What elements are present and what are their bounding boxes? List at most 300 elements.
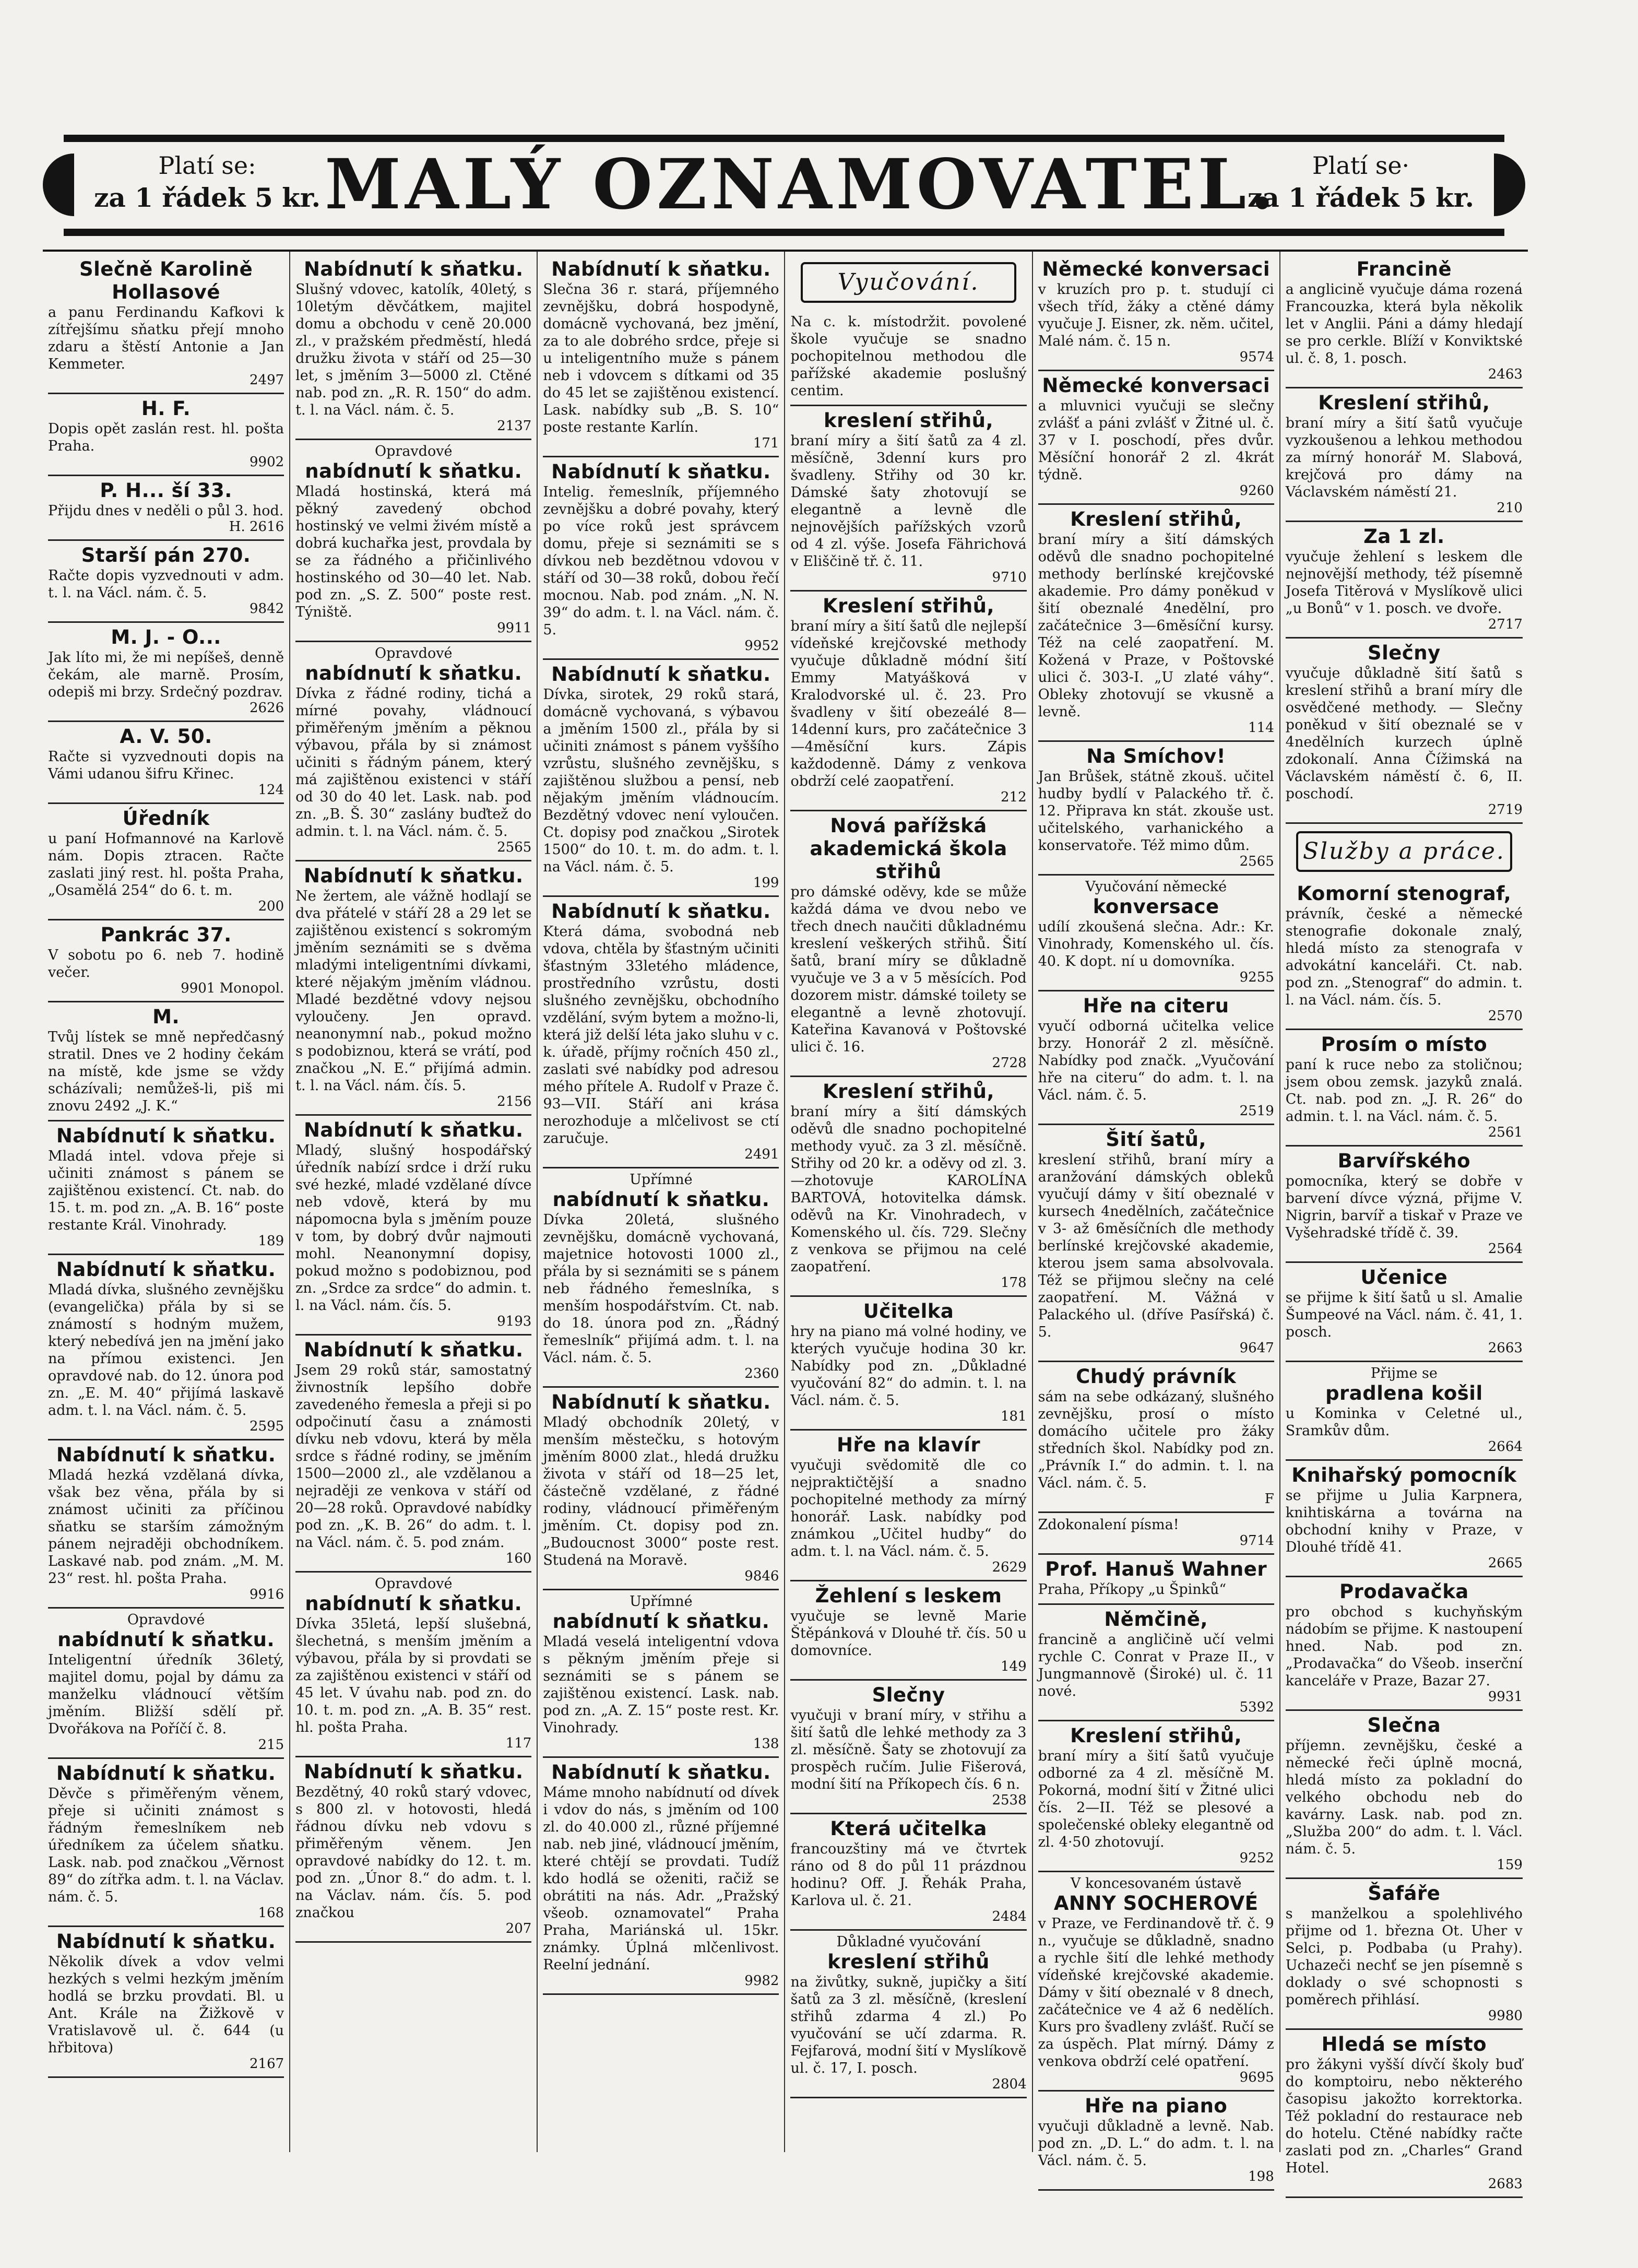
classified-ad xyxy=(1286,1362,1523,1461)
ad-heading: Nabídnutí k sňatku. xyxy=(551,258,771,280)
classified-ad xyxy=(1286,1030,1523,1147)
ad-heading: Hře na klavír xyxy=(836,1434,981,1456)
ad-body: vyučí odborná učitelka velice brzy. Honorář 2 zl. měsíčně. Nabídky pod značk. „Vyučování hře na citeru“ do adm. t. l. na Václ. nám. č. 5. xyxy=(1038,1018,1274,1103)
ad-heading: Francině xyxy=(1356,258,1452,280)
ad-heading: Učenice xyxy=(1360,1266,1448,1289)
ad-heading: Nabídnutí k sňatku. xyxy=(551,460,771,483)
ad-body: a panu Ferdinandu Kafkovi k zítřejšímu sňatku přejí mnoho zdaru a štěstí Antonie a Jan Kemmeter. xyxy=(48,304,284,372)
ad-number: 9916 xyxy=(249,1587,284,1602)
ad-body: Mladý obchodník 20letý, v menším městečku, s hotovým jměním 8000 zlat., hledá družku života v stáří od 18—25 let, částečně vzdělané, z řádné rodiny, vládnoucí přiměřeným jměním. Ct. dopisy pod zn. „Budoucnost 3000“ poste rest. Studená na Moravě. xyxy=(543,1414,779,1568)
ad-body: a mluvnici vyučuji se slečny zvlášť a páni zvlášť v Žitné ul. č. 37 v I. poschodí, přes dvůr. Měsíční honorář 2 zl. 4krát týdně. xyxy=(1038,398,1274,483)
ad-number: 181 xyxy=(1000,1409,1027,1424)
classified-ad xyxy=(48,1440,284,1609)
ad-heading: H. F. xyxy=(141,397,191,420)
ad-body: Ne žertem, ale vážně hodlají se dva přátelé v stáří 28 a 29 let se zajištěnou existencí s sokromým jměním seznámiti se s dvěma mladými inteligentními dívkami, které nějakým jměním vládnou. Mladé bezdětné vdovy nejsou vyloučeny. Jen opravd. neanonymní nab., pokud možno s podobiznou, která se vrátí, pod značkou „N. E.“ přijímá admin. t. l. na Václ. nám. čís. 5. xyxy=(295,888,532,1094)
ad-number: 2519 xyxy=(1239,1103,1274,1119)
ad-number: 2570 xyxy=(1488,1008,1523,1024)
ad-number: 5392 xyxy=(1239,1699,1274,1715)
classified-ad xyxy=(48,1002,284,1121)
ad-preheading: V koncesovaném ústavě xyxy=(1070,1875,1242,1892)
classified-ad xyxy=(1286,2030,1523,2198)
classified-ad xyxy=(1038,1362,1274,1513)
ad-preheading: Opravdové xyxy=(375,645,453,662)
ad-number: 2463 xyxy=(1488,367,1523,382)
ad-heading: Německé konversaci xyxy=(1042,258,1271,280)
ad-body: paní k ruce nebo za stoličnou; jsem obou zemsk. jazyků znalá. Ct. nab. pod zn. „J. R. 26“ do admin. t. l. na Václ. nám. č. 5. xyxy=(1285,1057,1523,1125)
ad-body: Mladá veselá inteligentní vdova s pěkným jměním přeje si seznámiti se s pánem se zajištěnou existencí. Lask. nab. pod zn. „A. Z. 15“ poste rest. Kr. Vinohrady. xyxy=(543,1634,779,1736)
classified-ad xyxy=(295,1573,531,1757)
ad-body: braní míry a šití dámských oděvů dle snadno pochopitelné methody berlínské krejčovské akademie. Pro dámy poněkud v šití obeznalé 4nedělní, pro začátečnice 3—6měsíční kursy. Též na celé zaopatření. M. Kožená v Praze, v Poštovské ulici č. 303-I. „U zlaté váhy“. Obleky zhotovují se vkusně a levně. xyxy=(1038,531,1274,720)
ad-heading: kreslení střihů, xyxy=(824,409,994,432)
classified-ad xyxy=(48,623,284,722)
ad-body: vyučuji důkladně a levně. Nab. pod zn. „D. L.“ do adm. t. l. na Václ. nám. č. 5. xyxy=(1038,2118,1274,2169)
ad-body: Děvče s přiměřeným věnem, přeje si učiniti známost s řádným řemeslníkem neb úředníkem za účelem sňatku. Lask. nab. pod značkou „Věrnost 89“ do zítřka adm. t. l. na Václav. nám. č. 5. xyxy=(48,1786,284,1905)
ad-number: 9260 xyxy=(1239,483,1274,499)
ad-body: udílí zkoušená slečna. Adr.: Kr. Vinohrady, Komenského ul. čís. 40. K dopt. ní u domovníka. xyxy=(1038,919,1274,970)
ad-body: braní míry a šití šatů vyučuje odborné za 4 zl. měsíčně M. Pokorná, modní šití v Žitné ulici čís. 2—II. Též se plesové a společenské obleky elegantně od zl. 4·50 zhotovují. xyxy=(1038,1748,1274,1850)
ad-number: 2595 xyxy=(249,1419,284,1434)
ad-number: 2538 xyxy=(992,1792,1027,1808)
classified-ad xyxy=(48,1609,284,1759)
ad-body: Mladá hezká vzdělaná dívka, však bez věna, přála by si známost učiniti za příčinou sňatku se starším zámožným pánem nejraději obchodníkem. Laskavé nab. pod znám. „M. M. 23“ rest. hl. pošta Praha. xyxy=(48,1467,284,1587)
ad-number: 9846 xyxy=(744,1568,779,1584)
ad-heading: A. V. 50. xyxy=(120,725,212,748)
price-note-right-bottom: za 1 řádek 5 kr. xyxy=(1248,182,1474,213)
ad-number: 2156 xyxy=(497,1094,532,1109)
classified-ad xyxy=(48,1255,284,1440)
ad-body: vyučuji svědomitě dle co nejpraktičtější a snadno pochopitelné methody za mírný honorář. Lask. nabídky pod známkou „Učitel hudby“ do adm. t. l. na Václ. nám. č. 5. xyxy=(790,1457,1027,1560)
ad-heading: Nabídnutí k sňatku. xyxy=(303,1119,524,1141)
ad-number: 9647 xyxy=(1239,1340,1274,1356)
ad-heading: Kreslení střihů, xyxy=(822,1080,995,1103)
price-note-left xyxy=(85,149,330,214)
ad-heading: Šafáře xyxy=(1368,1882,1441,1905)
ad-heading: Nabídnutí k sňatku. xyxy=(551,1761,771,1783)
ad-heading: Která učitelka xyxy=(830,1817,987,1840)
ad-number: 2665 xyxy=(1488,1555,1523,1571)
classified-ad xyxy=(48,804,284,920)
classified-ad xyxy=(1286,639,1523,824)
ad-body: Intelig. řemeslník, příjemného zevnějšku a dobré povahy, který po více roků jest správcem domu, přeje si seznámiti se s dívkou neb bezdětnou vdovou v stáří od 30—38 roků, dobou řečí mocnou. Nab. pod znám. „N. N. 39“ do adm. t. l. na Václ. nám. č. 5. xyxy=(543,484,779,638)
ad-body: francouzštiny má ve čtvrtek ráno od 8 do půl 11 prázdnou hodinu? Off. J. Řehák Praha, Karlova ul. č. 21. xyxy=(790,1841,1027,1909)
classified-ad xyxy=(790,310,1026,406)
classified-ad xyxy=(543,1168,779,1388)
ad-number: 207 xyxy=(505,1921,532,1936)
ad-heading: Nabídnutí k sňatku. xyxy=(551,1391,771,1413)
ad-number: 2564 xyxy=(1488,1241,1523,1257)
ad-number: 159 xyxy=(1497,1857,1523,1873)
ad-preheading: Přijme se xyxy=(1370,1365,1438,1381)
ad-preheading: Opravdové xyxy=(375,443,453,459)
ad-heading: Chudý právník xyxy=(1076,1365,1237,1388)
ad-column-2 xyxy=(290,252,538,2152)
ad-body: Praha, Příkopy „u Špinků“ xyxy=(1038,1581,1227,1598)
ad-number: 2629 xyxy=(992,1560,1027,1575)
ad-body: Mladá hostinská, která má pěkný zavedený obchod hostinský ve velmi živém místě a dobrá kuchařka jest, provdala by se za řádného a přičinlivého hostinského od 30—40 let. Nab. pod zn. „S. Z. 500“ poste rest. Týniště. xyxy=(295,483,532,620)
masthead-right-ornament xyxy=(1494,153,1525,216)
classified-ad xyxy=(48,1121,284,1255)
ad-number: 215 xyxy=(258,1737,284,1753)
classified-ad xyxy=(1038,1605,1274,1721)
classified-ad xyxy=(295,440,531,642)
ad-number: 210 xyxy=(1497,500,1523,516)
classified-ad xyxy=(790,592,1026,811)
ad-heading: Nabídnutí k sňatku. xyxy=(56,1125,276,1147)
ad-heading: P. H... ší 33. xyxy=(100,479,232,502)
classified-ad xyxy=(1038,1125,1274,1362)
ad-number: 178 xyxy=(1000,1275,1027,1291)
ad-body: V sobotu po 6. neb 7. hodině večer. xyxy=(48,947,284,981)
ad-heading: nabídnutí k sňatku. xyxy=(552,1188,770,1211)
ad-column-4 xyxy=(785,252,1032,2152)
classified-ad xyxy=(790,1297,1026,1431)
classified-ad xyxy=(1038,991,1274,1125)
ad-heading: nabídnutí k sňatku. xyxy=(305,460,523,482)
ad-heading: kreslení střihů xyxy=(827,1951,990,1973)
ad-number: 9193 xyxy=(497,1314,532,1329)
ad-body: Jan Brůšek, státně zkouš. učitel hudby bydlí v Palackého tř. č. 12. Připrava kn stát. zkouše ust. učitelského, varhanického a konservatoře. Též mimo dům. xyxy=(1038,769,1274,854)
ad-column-5 xyxy=(1033,252,1280,2184)
ad-preheading: Upřímné xyxy=(630,1593,693,1610)
classified-ad xyxy=(1286,879,1523,1030)
classified-ad xyxy=(790,1814,1026,1931)
ad-body: pomocníka, který se dobře v barvení dívce význá, přijme V. Nigrin, barvíř a tiskař v Praze ve Vyšehradské třídě č. 39. xyxy=(1285,1173,1523,1241)
ad-heading: M. xyxy=(152,1006,180,1028)
classified-ad xyxy=(1286,388,1523,522)
ad-column-3 xyxy=(538,252,785,2152)
ad-heading: pradlena košil xyxy=(1325,1382,1483,1404)
ad-number: 200 xyxy=(258,899,284,914)
ad-number: 2719 xyxy=(1488,802,1523,818)
classified-ad xyxy=(790,1931,1026,2098)
ad-number: 2683 xyxy=(1488,2176,1523,2192)
ad-number: 9842 xyxy=(249,601,284,617)
ad-heading: Prosím o místo xyxy=(1321,1033,1488,1056)
classified-ad xyxy=(295,861,531,1116)
classified-ad xyxy=(790,1431,1026,1581)
masthead xyxy=(43,131,1525,240)
classified-ad xyxy=(1038,876,1274,991)
price-note-left-top: Platí se: xyxy=(158,151,256,180)
ad-body: francině a angličině učí velmi rychle C. Conrat v Praze II., v Jungmannově (Široké) ul. č. 11 nové. xyxy=(1038,1632,1274,1699)
classified-ad xyxy=(1038,1872,1274,2092)
ad-heading: Slečna xyxy=(1367,1714,1441,1737)
ad-heading: Slečny xyxy=(872,1684,945,1706)
classified-ad xyxy=(1038,2092,1274,2191)
ad-number: 2804 xyxy=(992,2076,1027,2092)
classified-ad xyxy=(295,642,531,861)
ad-heading: Nová pařížská akademická škola střihů xyxy=(810,814,1007,883)
ad-body: s manželkou a spolehlivého přijme od 1. března Ot. Uher v Selci, p. Podbaba (u Prahy). Uchazeči nechť se jen písemně s doklady o své schopnosti s poměrech přihlásí. xyxy=(1285,1906,1523,2008)
section-header: Služby a práce. xyxy=(1296,831,1512,872)
ad-heading: Nabídnutí k sňatku. xyxy=(303,1761,524,1783)
ad-preheading: Opravdové xyxy=(375,1576,453,1592)
ad-number: 2565 xyxy=(497,840,532,855)
classified-ad xyxy=(1286,255,1523,388)
classified-ad xyxy=(295,255,531,440)
ad-heading: Nabídnutí k sňatku. xyxy=(551,663,771,686)
ad-heading: Barvířského xyxy=(1337,1150,1471,1172)
ad-body: vyučuje důkladně šití šatů s kreslení střihů a braní míry dle osvědčené methody. — Slečny poněkud v šití obeznalé se v 4nedělních kurzech úplně zdokonalí. Anna Čížimská na Václavském náměstí č. 6, II. poschodí. xyxy=(1285,665,1523,802)
ad-heading: nabídnutí k sňatku. xyxy=(305,1592,523,1615)
ad-heading: Kreslení střihů, xyxy=(1318,392,1490,414)
ad-body: se přijme u Julia Karpnera, knihtiskárna a továrna na obchodní knihy v Praze, v Dlouhé třídě 41. xyxy=(1285,1487,1523,1555)
classified-ad xyxy=(1286,1879,1523,2030)
ad-number: 2717 xyxy=(1488,617,1523,632)
ad-heading: Prof. Hanuš Wahner xyxy=(1045,1558,1267,1580)
ad-number: 138 xyxy=(753,1736,779,1752)
ad-body: Dopis opět zaslán rest. hl. pošta Praha. xyxy=(48,421,284,454)
ad-number: 160 xyxy=(505,1551,532,1566)
ad-body: Tvůj lístek se mně nepředčasný stratil. Dnes ve 2 hodiny čekám na místě, kde jsme se vždy scházívali; nemůžeš-li, piš mi znovu 2492 „J. K.“ xyxy=(48,1029,284,1114)
ad-number: 2491 xyxy=(744,1147,779,1162)
ad-heading: nabídnutí k sňatku. xyxy=(552,1610,770,1633)
ad-heading: Nabídnutí k sňatku. xyxy=(551,900,771,923)
classified-ad xyxy=(1286,1711,1523,1879)
ad-number: 2728 xyxy=(992,1055,1027,1071)
ad-body: braní míry a šití šatů vyučuje vyzkoušenou a lehkou methodou za mírný honorář M. Slabová, krejčová pro dámy na Václavském náměstí 21. xyxy=(1285,415,1523,500)
ad-heading: ANNY SOCHEROVÉ xyxy=(1053,1892,1259,1915)
ad-body: Dívka 20letá, slušného zevnějšku, domácně vychovaná, majetnice hotovosti 1000 zl., přála by si seznámiti se s pánem neb řádného řemeslníka, s menším hospodářstvím. Ct. nab. do 18. února pod zn. „Řádný řemeslník“ přijímá adm. t. l. na Václ. nám. č. 5. xyxy=(543,1212,779,1366)
ad-preheading: Důkladné vyučování xyxy=(836,1934,981,1950)
ad-heading: Kreslení střihů, xyxy=(822,595,995,617)
ad-heading: Učitelka xyxy=(863,1300,954,1322)
ad-heading: Slečně Karolině Hollasové xyxy=(79,258,253,303)
ad-number: 114 xyxy=(1248,720,1274,736)
classified-ad xyxy=(790,406,1026,592)
ad-number: 9982 xyxy=(744,1973,779,1989)
classified-ad xyxy=(543,1758,779,1995)
classified-ad xyxy=(48,541,284,623)
ad-body: Máme mnoho nabídnutí od dívek i vdov do nás, s jměním od 100 zl. do 40.000 zl., různé příjemné nab. neb jiné, vládnoucí jměním, které chtějí se provdati. Tudíž kdo hodlá se oženiti, račiž se obrátiti na nás. Adr. „Pražský všeob. oznamovatel“ Praha Praha, Mariánská ul. 15kr. známky. Úplná mlčenlivost. Reelní jednání. xyxy=(543,1785,779,1973)
classified-ad xyxy=(1286,522,1523,639)
ad-body: Slušný vdovec, katolík, 40letý, s 10letým děvčátkem, majitel domu a obchodu v ceně 20.000 zl., v pražském předměstí, hledá družku života v stáří od 25—30 let, s jměním 3—5000 zl. Ctěné nab. pod zn. „R. R. 150“ do adm. t. l. na Václ. nám. č. 5. xyxy=(295,281,532,418)
classified-ad xyxy=(48,476,284,541)
ad-heading: Kreslení střihů, xyxy=(1070,1724,1242,1747)
classified-ad xyxy=(543,255,779,457)
ad-body: Mladý, slušný hospodářský úředník nabízí srdce i drží ruku své hezké, mladé vzdělané dívce neb vdově, která by mu nápomocna byla s jměním pouze v tom, by dobrý dvůr najmouti mohl. Neanonymní dopisy, pokud možno s podobiznou, pod zn. „Srdce za srdce“ do admin. t. l. na Václ. nám. čís. 5. xyxy=(295,1142,532,1314)
ad-number: 2663 xyxy=(1488,1340,1523,1356)
classified-ad xyxy=(790,811,1026,1077)
ad-body: vyučuji v braní míry, v střihu a šití šatů dle lehké methody za 3 zl. měsíčně. Šaty se zhotovují za prospěch ručím. Julie Fišerová, modní šití na Příkopech čís. 6 n. xyxy=(790,1707,1027,1792)
ad-number: 2561 xyxy=(1488,1125,1523,1140)
price-note-right xyxy=(1238,149,1483,214)
classified-ad xyxy=(1038,255,1274,371)
ad-body: Jsem 29 roků stár, samostatný živnostník lepšího dobře zavedeného řemesla a přeji si po odpočinutí času a známosti dívku neb vdovu, která by měla srdce s řádné rodiny, se jměním 1500—2000 zl., ale vzdělanou a nejraději ze venkova v stáří od 20—28 roků. Opravdové nabídky pod zn. „K. B. 26“ do adm. t. l. na Václ. nám. č. 5. pod znám. xyxy=(295,1362,532,1551)
classified-ad xyxy=(543,457,779,660)
price-note-left-bottom: za 1 řádek 5 kr. xyxy=(94,182,321,213)
ad-number: 9902 xyxy=(249,454,284,470)
ad-body: Inteligentní úředník 36letý, majitel domu, pojal by dámu za manželku vládnoucí větším jměním. Bližší sdělí př. Dvořákova na Poříčí č. 8. xyxy=(48,1652,284,1737)
ad-body: Mladá dívka, slušného zevnějšku (evangelička) přála by si se známostí s hodným mužem, který nebedívá jen na jmění jako na přímou existenci. Jen opravdové nab. do 12. února pod zn. „E. M. 40“ přijímá laskavě adm. t. l. na Václ. nám. č. 5. xyxy=(48,1282,284,1419)
ad-body: na živůtky, sukně, jupičky a šití šatů za 3 zl. měsíčně, (kreslení střihů zdarma 4 zl.) Po vyučování se učí zdarma. R. Fejfarová, modní šití v Myslíkově ul. č. 17, I. posch. xyxy=(790,1974,1027,2076)
ad-number: 199 xyxy=(753,875,779,891)
classified-ad xyxy=(295,1757,531,1943)
ad-body: a anglicině vyučuje dáma rozená Francouzka, která byla několik let v Anglii. Páni a dámy hledají se pro cerkle. Blíží v Konviktské ul. č. 8, 1. posch. xyxy=(1285,281,1523,367)
ad-body: Mladá intel. vdova přeje si učiniti známost s pánem se zajištěnou existencí. Ct. nab. do 15. t. m. pod zn. „A. B. 16“ poste restante Král. Vinohrady. xyxy=(48,1148,284,1233)
ad-number: 2664 xyxy=(1488,1439,1523,1455)
ad-heading: Žehlení s leskem xyxy=(815,1585,1002,1607)
classified-ad xyxy=(48,1759,284,1927)
ad-body: Několik dívek a vdov velmi hezkých s velmi hezkým jměním hodlá se brzku provdati. Bl. u Ant. Krále na Žižkově v Vratislavově ul. č. 644 (u hřbitova) xyxy=(48,1954,284,2056)
ad-heading: Slečny xyxy=(1367,642,1441,664)
ad-body: Zdokonalení písma! xyxy=(1038,1517,1179,1533)
section-header: Vyučování. xyxy=(801,262,1016,303)
classified-ad xyxy=(1286,1577,1523,1711)
classified-ad xyxy=(1286,1461,1523,1577)
classified-ad xyxy=(1038,1555,1274,1605)
ad-number: 9574 xyxy=(1239,349,1274,365)
ad-heading: Nabídnutí k sňatku. xyxy=(56,1930,276,1953)
ad-body: Bezdětný, 40 roků starý vdovec, s 800 zl. v hotovosti, hledá řádnou dívku neb vdovu s přiměřeným věnem. Jen opravdové nabídky do 12. t. m. pod zn. „Únor 8.“ do adm. t. l. na Václav. nám. čís. 5. pod značkou xyxy=(295,1784,532,1921)
ad-heading: Šití šatů, xyxy=(1106,1128,1207,1151)
ad-number: 168 xyxy=(258,1905,284,1921)
classified-ad xyxy=(1286,1263,1523,1362)
ad-body: hry na piano má volné hodiny, ve kterých vyučuje hodina 30 kr. Nabídky pod zn. „Důkladné vyučování 82“ do admin. t. l. na Václ. nám. č. 5. xyxy=(790,1324,1027,1409)
ad-number: F xyxy=(1264,1491,1274,1507)
classified-ad xyxy=(48,920,284,1002)
classified-ad xyxy=(543,660,779,897)
ad-body: Jak líto mi, že mi nepíšeš, denně čekám, ale marně. Prosím, odepiš mi brzy. Srdečný pozdrav. xyxy=(48,649,284,700)
ad-heading: Úředník xyxy=(122,807,210,830)
ad-heading: Hledá se místo xyxy=(1321,2033,1487,2056)
ad-number: 9710 xyxy=(992,570,1027,585)
ad-body: právník, české a německé stenografie dokonale znalý, hledá místo za stenografa v advokátní kanceláři. Ct. nab. pod zn. „Stenograf“ do admin. t. l. na Václ. nám. čís. 5. xyxy=(1285,906,1523,1008)
ad-heading: konversace xyxy=(1093,895,1219,918)
ad-heading: Kreslení střihů, xyxy=(1070,508,1242,530)
ad-heading: Na Smíchov! xyxy=(1086,745,1226,767)
ad-number: 117 xyxy=(505,1735,532,1751)
ad-body: kreslení střihů, braní míry a aranžování dámských obleků vyučují dámy v šití obeznalé v kursech 4nedělních, začátečnice v 3- až 6měsíčních dle methody berlínské krejčovské akademie, kterou jsem sama absolvovala. Též se přijmou slečny na celé zaopatření. M. Vážná v Palackého ul. (dříve Pasířská) č. 5. xyxy=(1038,1152,1274,1340)
ad-heading: M. J. - O... xyxy=(111,626,221,648)
ad-number: 124 xyxy=(258,782,284,798)
ad-heading: Německé konversaci xyxy=(1042,374,1271,397)
ad-number: 2360 xyxy=(744,1366,779,1381)
ad-number: 9952 xyxy=(744,638,779,654)
ad-body: se přijme k šití šatů u sl. Amalie Šumpeové na Václ. nám. č. 41, 1. posch. xyxy=(1285,1290,1523,1340)
ad-number: 198 xyxy=(1248,2169,1274,2184)
classified-ad xyxy=(295,1116,531,1336)
ad-body: Račte dopis vyzvednouti v adm. t. l. na Václ. nám. č. 5. xyxy=(48,568,284,601)
ad-heading: Nabídnutí k sňatku. xyxy=(56,1444,276,1466)
ad-number: 9901 Monopol. xyxy=(181,981,284,996)
ad-heading: Nabídnutí k sňatku. xyxy=(56,1258,276,1281)
ad-preheading: Vyučování německé xyxy=(1085,879,1227,895)
ad-heading: Hře na citeru xyxy=(1083,995,1229,1017)
ad-body: Dívka z řádné rodiny, tichá a mírné povahy, vládnoucí přiměřeným jměním a pěknou výbavou, přála by si známost učiniti s řádným pánem, který má zajištěnou existenci v stáří od 30 do 40 let. Lask. nab. pod zn. „B. Š. 30“ zaslány buďtež do admin. t. l. na Václ. nám. č. 5. xyxy=(295,686,532,840)
classified-ad xyxy=(1038,505,1274,742)
classified-ad xyxy=(1038,742,1274,876)
classified-ad xyxy=(1038,1513,1274,1555)
ad-body: příjemn. zevnějšku, české a německé řeči úplně mocná, hledá místo za pokladní do velkého obchodu neb do kavárny. Lask. nab. pod zn. „Služba 200“ do adm. t. l. Václ. nám. č. 5. xyxy=(1285,1738,1523,1857)
ad-heading: Nabídnutí k sňatku. xyxy=(56,1762,276,1785)
ad-number: 171 xyxy=(753,435,779,451)
classified-ad xyxy=(1038,1721,1274,1872)
ad-body: v kruzích pro p. t. studují ci všech tříd, žáky a ctěné dámy vyučuje J. Eisner, zk. něm. učitel, Malé nám. č. 15 n. xyxy=(1038,281,1274,349)
ad-heading: nabídnutí k sňatku. xyxy=(57,1628,275,1651)
classified-ad xyxy=(543,1590,779,1758)
masthead-left-ornament xyxy=(43,153,74,216)
ad-body: vyučuje žehlení s leskem dle nejnovější methody, též písemně Josefa Titěrová v Myslíkově ulici „u Bonů“ v 1. posch. ve dvoře. xyxy=(1285,549,1523,617)
page-title: MALÝ OZNAMOVATEL. xyxy=(325,144,1279,225)
ad-number: 2484 xyxy=(992,1909,1027,1924)
ad-body: pro žákyni vyšší dívčí školy buď do komptoiru, nebo některého časopisu jakožto korrektorka. Též pokladní do restaurace neb do hotelu. Ctěné nabídky račte zaslati pod zn. „Charles“ Grand Hotel. xyxy=(1285,2057,1523,2176)
ad-heading: Prodavačka xyxy=(1339,1580,1469,1603)
classified-ad xyxy=(543,897,779,1168)
classified-ad xyxy=(1038,371,1274,505)
ad-body: vyučuje se levně Marie Štěpánková v Dlouhé tř. čís. 50 u domovníce. xyxy=(790,1608,1027,1659)
ad-heading: Hře na piano xyxy=(1085,2095,1228,2117)
ad-heading: Nabídnutí k sňatku. xyxy=(303,258,524,280)
ad-body: braní míry a šití dámských oděvů dle snadno pochopitelné methody vyuč. za 3 zl. měsíčně. Střihy od 20 kr. a oděvy od zl. 3.—zhotovuje KAROLÍNA BARTOVÁ, hotovitelka dámsk. oděvů na Kr. Vinohradech, v Komenského ul. čís. 729. Slečny z venkova se přijmou na celé zaopatření. xyxy=(790,1104,1027,1275)
ad-heading: Komorní stenograf, xyxy=(1297,882,1512,905)
ad-number: 212 xyxy=(1000,789,1027,805)
ad-body: Slečna 36 r. stará, příjemného zevnějšku, dobrá hospodyně, domácně vychovaná, bez jmění, za to ale dobrého srdce, přeje si u inteligentního muže s pánem neb i vdovcem s dítkami od 35 do 45 let se zajištěnou existencí. Lask. nabídky sub „B. S. 10“ poste restante Karlín. xyxy=(543,281,779,435)
ad-column-6 xyxy=(1280,252,1528,2192)
ad-body: u Kominka v Celetné ul., Sramkův dům. xyxy=(1285,1405,1523,1439)
ad-number: 9255 xyxy=(1239,970,1274,985)
ad-body: sám na sebe odkázaný, slušného zevnějšku, prosí o místo domácího učitele pro žáky středních škol. Nabídky pod zn. „Právník I.“ do admin. t. l. na Václ. nám. č. 5. xyxy=(1038,1389,1274,1491)
ad-body: braní míry a šití šatů dle nejlepší vídeňské krejčovské methody vyučuje důkladně módní šití Emmy Matyášková v Kralodvorské ul. č. 23. Pro švadleny v šití obezeálé 8—14denní kurs, pro začátečnice 3—4měsíční kurs. Zápis každodenně. Dámy z venkova obdrží celé zaopatření. xyxy=(790,618,1027,789)
ad-heading: Nabídnutí k sňatku. xyxy=(303,865,524,887)
price-note-right-top: Platí se· xyxy=(1312,151,1410,180)
ad-body: pro dámské oděvy, kde se může každá dáma ve dvou nebo ve třech dnech naučiti důkladnému kreslení veškerých střihů. Šití šatů, braní míry se důkladně vyučuje ve 3 a v 5 měsících. Pod dozorem mistr. dámské toilety se elegantně a levně zhotovují. Kateřina Kavanová v Poštovské ulici č. 16. xyxy=(790,884,1027,1055)
ad-number: 2626 xyxy=(249,700,284,716)
ad-number: 9911 xyxy=(497,620,532,636)
ad-preheading: Opravdové xyxy=(127,1612,205,1628)
ad-heading: Knihařský pomocník xyxy=(1291,1464,1517,1486)
classified-ad xyxy=(48,394,284,476)
ad-body: Dívka, sirotek, 29 roků stará, domácně vychovaná, s výbavou a jměním 1500 zl., přála by si učiniti známost s pánem vyššího vzrůstu, slušného zevnějšku, s zajištěnou službou a pensí, neb nějakým jměním vládnoucím. Bezdětný vdovec není vyloučen. Ct. dopisy pod značkou „Sirotek 1500“ do 10. t. m. do adm. t. l. na Václ. nám. č. 5. xyxy=(543,687,779,875)
classified-ad xyxy=(295,1336,531,1573)
classified-ad xyxy=(48,255,284,394)
ad-number: 9252 xyxy=(1239,1850,1274,1866)
ad-number: 9980 xyxy=(1488,2008,1523,2024)
ad-body: Na c. k. místodržit. povolené škole vyučuje se snadno pochopitelnou methodou dle pařížské akademie poslušný centim. xyxy=(790,314,1027,399)
ad-heading: Pankrác 37. xyxy=(100,924,232,946)
ad-body: u paní Hofmannové na Karlově nám. Dopis ztracen. Račte zaslati jiný rest. hl. pošta Praha, „Osamělá 254“ do 6. t. m. xyxy=(48,831,284,899)
ad-number: 2167 xyxy=(249,2056,284,2072)
ad-column-1 xyxy=(43,252,290,2152)
classified-ad xyxy=(790,1581,1026,1681)
ad-body: braní míry a šití šatů za 4 zl. měsíčně, 3denní kurs pro švadleny. Střihy od 30 kr. Dámské šaty zhotovují se elegantně a levně dle nejnovějších pařížských vzorů od 4 zl. výše. Josefa Fährichová v Eliščině tř. č. 11. xyxy=(790,433,1027,570)
ad-heading: nabídnutí k sňatku. xyxy=(305,662,523,684)
ad-body: Přijdu dnes v neděli o půl 3. hod. xyxy=(48,503,284,519)
ad-preheading: Upřímné xyxy=(630,1172,693,1188)
ad-heading: Za 1 zl. xyxy=(1363,525,1445,548)
ad-heading: Starší pán 270. xyxy=(81,544,251,566)
ad-body: Dívka 35letá, lepší slušebná, šlechetná, s menším jměním a výbavou, přála by si provdati se za zajištěnou existenci v stáří od 45 let. V úvahu nab. pod zn. do 10. t. m. pod zn. „A. B. 35“ rest. hl. pošta Praha. xyxy=(295,1616,532,1735)
ad-number: 9714 xyxy=(1239,1533,1274,1549)
ad-number: H. 2616 xyxy=(229,519,284,535)
classified-ad xyxy=(48,1927,284,2078)
classified-ad xyxy=(790,1681,1026,1814)
classified-ad xyxy=(790,1077,1026,1297)
ad-body: Která dáma, svobodná neb vdova, chtěla by šťastným učiniti šťastným 33letého mládence, prostředního vzrůstu, dosti slušného zevnějšku, obchodního vzdělání, svým bytem a možno-li, která již delší léta jako sluhu v c. k. úřadě, příjmy ročních 450 zl., zaslati své nabídky pod adresou mého přítele A. Rudolf v Praze č. 93—VII. Stáří ani krása nerozhoduje a mlčelivost se ctí zaručuje. xyxy=(543,924,779,1147)
classified-ad xyxy=(1286,1147,1523,1263)
ad-number: 2565 xyxy=(1239,854,1274,869)
ad-number: 2137 xyxy=(497,418,532,434)
ad-columns xyxy=(43,250,1528,2192)
classified-ad xyxy=(543,1388,779,1590)
ad-body: Račte si vyzvednouti dopis na Vámi udanou šifru Křinec. xyxy=(48,749,284,782)
ad-number: 189 xyxy=(258,1233,284,1249)
classified-ad xyxy=(48,722,284,804)
ad-number: 9695 xyxy=(1239,2070,1274,2085)
ad-number: 9931 xyxy=(1488,1689,1523,1705)
ad-number: 2497 xyxy=(249,372,284,388)
ad-number: 149 xyxy=(1000,1659,1027,1674)
